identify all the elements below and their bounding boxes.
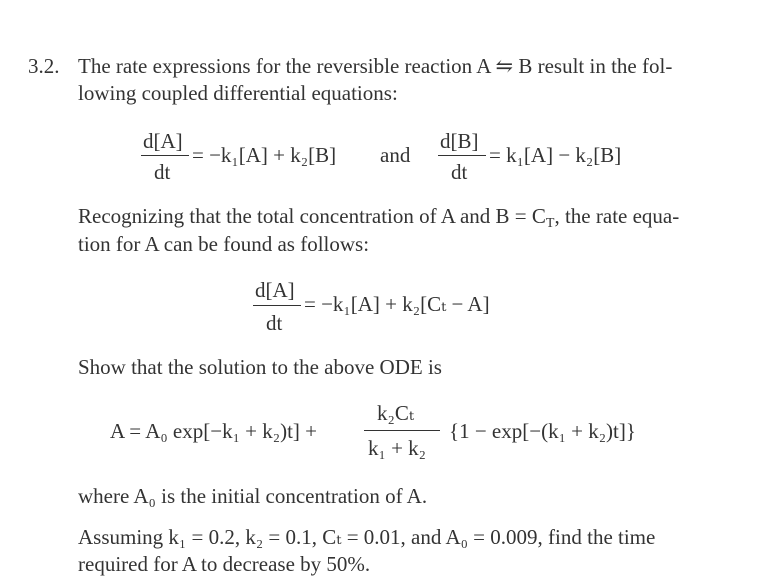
- problem-number: 3.2.: [28, 54, 60, 78]
- assume-line-2: required for A to decrease by 50%.: [78, 552, 371, 576]
- solution-fraction-bar: [364, 430, 440, 431]
- eq2-fraction-bar: [438, 155, 486, 156]
- intro-line-2: lowing coupled differential equations:: [78, 81, 398, 105]
- eq3-denominator: dt: [266, 311, 283, 335]
- eq3-rhs: = −k₁[A] + k₂[Cₜ − A]: [304, 292, 490, 316]
- eq2-denominator: dt: [451, 160, 468, 184]
- eq-and: and: [380, 143, 411, 167]
- show-line: Show that the solution to the above ODE is: [78, 355, 442, 379]
- eq1-fraction-bar: [141, 155, 189, 156]
- middle-line-1: Recognizing that the total concentration of A and $B = C_T$, the rate equa-: [78, 204, 680, 231]
- solution-denominator: k₁ + k₂: [368, 436, 426, 460]
- solution-rhs: {1 − exp[−(k₁ + k₂)t]}: [449, 419, 636, 443]
- assume-line-1: Assuming k₁ = 0.2, k₂ = 0.1, Cₜ = 0.01, and A₀ = 0.009, find the time: [78, 525, 656, 549]
- solution-numerator: k₂Cₜ: [377, 401, 415, 425]
- intro-line-1: The rate expressions for the reversible reaction A ⇋ B result in the fol-: [78, 54, 673, 78]
- middle-line-2: tion for A can be found as follows:: [78, 232, 370, 256]
- eq3-numerator: d[A]: [255, 278, 295, 302]
- eq1-denominator: dt: [154, 160, 171, 184]
- eq1-numerator: d[A]: [143, 129, 183, 153]
- eq1-rhs: = −k₁[A] + k₂[B]: [192, 143, 337, 167]
- solution-lhs: A = A₀ exp[−k₁ + k₂)t] +: [110, 419, 317, 443]
- eq2-numerator: d[B]: [440, 129, 479, 153]
- where-line: where A₀ is the initial concentration of A.: [78, 484, 428, 508]
- eq3-fraction-bar: [253, 305, 301, 306]
- eq2-rhs: = k₁[A] − k₂[B]: [489, 143, 622, 167]
